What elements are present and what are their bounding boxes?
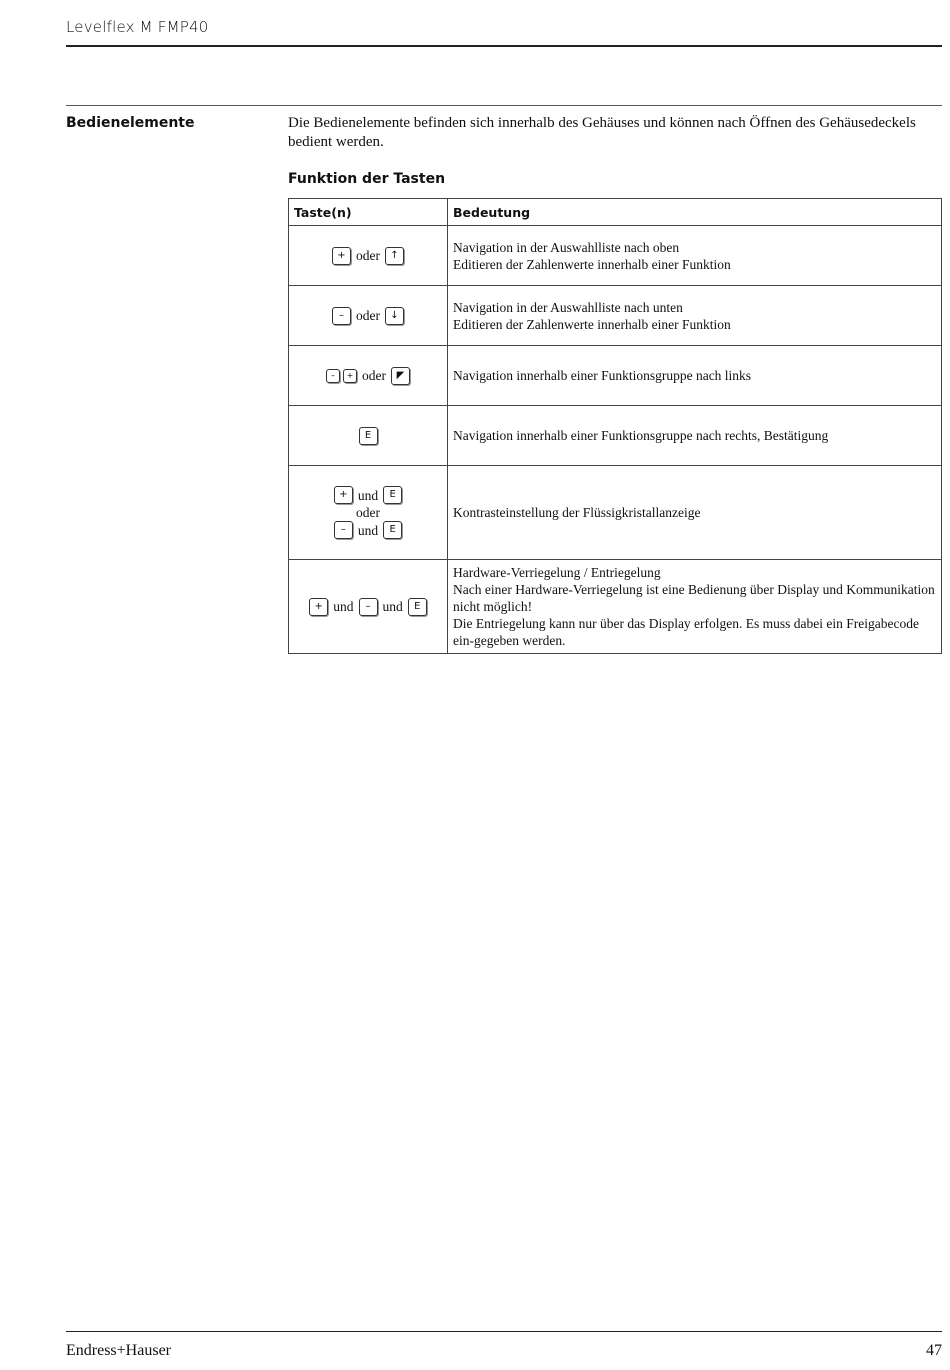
und-text: und — [357, 522, 379, 538]
table-header-row — [289, 199, 942, 226]
meaning-line: Hardware-Verriegelung / Entriegelung — [453, 565, 661, 580]
meaning-cell — [448, 286, 942, 346]
meaning-line: Editieren der Zahlenwerte innerhalb einer Funktion — [453, 256, 731, 272]
plus-key-icon: + — [334, 486, 353, 504]
table-row — [289, 560, 942, 654]
key-function-table — [288, 198, 942, 654]
enter-key-icon: E — [408, 598, 427, 616]
meaning-line: Navigation in der Auswahlliste nach unten — [453, 299, 683, 315]
header-rule — [66, 45, 942, 47]
enter-key-icon: E — [359, 427, 378, 445]
table-row — [289, 466, 942, 560]
footer-brand: Endress+Hauser — [66, 1342, 171, 1359]
plus-key-icon: + — [309, 598, 328, 616]
table-row — [289, 346, 942, 406]
down-arrow-key-icon: ↓ — [385, 307, 404, 325]
table-row — [289, 226, 942, 286]
meaning-line: Navigation innerhalb einer Funktionsgruppe nach links — [453, 368, 752, 383]
subheading: Funktion der Tasten — [288, 171, 446, 187]
und-text: und — [333, 599, 354, 614]
und-text: und — [357, 487, 379, 503]
minus-key-icon: – — [332, 307, 351, 325]
meaning-line: Editieren der Zahlenwerte innerhalb einer Funktion — [453, 316, 731, 332]
intro-paragraph: Die Bedienelemente befinden sich innerhalb des Gehäuses und können nach Öffnen des Gehäusedeckels bedient werden. — [288, 115, 916, 150]
plus-key-icon: + — [332, 247, 351, 265]
keys-cell — [289, 346, 448, 406]
table-row — [289, 286, 942, 346]
column-header-meaning: Bedeutung — [448, 199, 942, 226]
minus-key-icon: – — [334, 521, 353, 539]
meaning-line: Navigation in der Auswahlliste nach oben — [453, 239, 680, 255]
keys-cell — [289, 560, 448, 654]
keys-cell — [289, 466, 448, 560]
enter-key-icon: E — [383, 486, 402, 504]
page-number: 47 — [926, 1342, 942, 1359]
keys-cell — [289, 286, 448, 346]
left-key-icon: ◤ — [391, 367, 410, 385]
keys-cell — [289, 226, 448, 286]
document-header-title: Levelflex M FMP40 — [66, 18, 209, 36]
footer-rule — [66, 1331, 942, 1332]
und-text: und — [382, 599, 403, 614]
meaning-cell — [448, 226, 942, 286]
table-row — [289, 406, 942, 466]
meaning-cell — [448, 346, 942, 406]
meaning-cell — [448, 406, 942, 466]
meaning-line: Kontrasteinstellung der Flüssigkristallanzeige — [453, 505, 701, 520]
oder-text: oder — [356, 505, 380, 520]
meaning-line: Navigation innerhalb einer Funktionsgruppe nach rechts, Bestätigung — [453, 428, 829, 443]
oder-text: oder — [356, 248, 380, 263]
oder-text: oder — [356, 308, 380, 323]
meaning-line: Die Entriegelung kann nur über das Display erfolgen. Es muss dabei ein Freigabecode ein-gegeben werden. — [453, 616, 919, 648]
meaning-cell — [448, 466, 942, 560]
up-arrow-key-icon: ↑ — [385, 247, 404, 265]
minus-key-icon: – — [359, 598, 378, 616]
section-label: Bedienelemente — [66, 115, 195, 131]
enter-key-icon: E — [383, 521, 402, 539]
meaning-line: Nach einer Hardware-Verriegelung ist eine Bedienung über Display und Kommunikation nicht möglich! — [453, 582, 935, 614]
keys-cell — [289, 406, 448, 466]
section-rule — [66, 105, 942, 106]
plus-key-icon: + — [343, 369, 357, 383]
oder-text: oder — [362, 368, 386, 383]
minus-key-icon: – — [326, 369, 340, 383]
meaning-cell — [448, 560, 942, 654]
column-header-keys: Taste(n) — [289, 199, 448, 226]
